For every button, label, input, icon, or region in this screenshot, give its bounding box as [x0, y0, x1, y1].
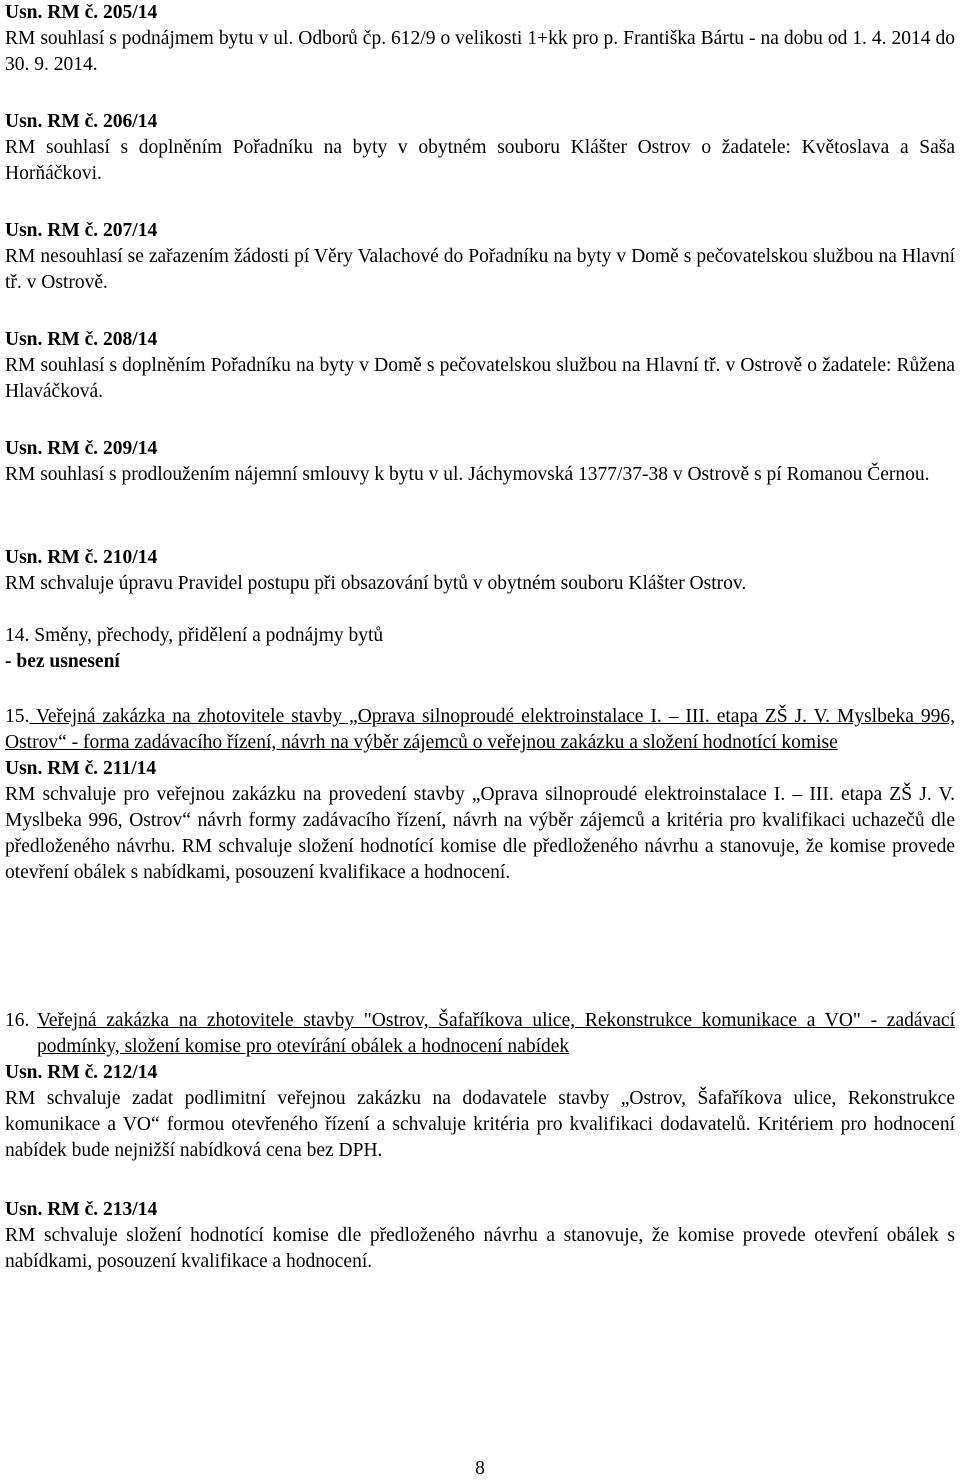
resolution-210: [5, 545, 955, 597]
resolution-text: RM souhlasí s doplněním Pořadníku na byty v Domě s pečovatelskou službou na Hlavní tř. v Ostrově o žadatele: Růžena Hlaváčková.: [5, 355, 955, 402]
section-15: [5, 704, 955, 886]
resolution-number: Usn. RM č. 211/14: [5, 758, 157, 779]
resolution-text: RM schvaluje pro veřejnou zakázku na provedení stavby „Oprava silnoproudé elektroinstalace I. – III. etapa ZŠ J. V. Myslbeka 996, Ostrov“ návrh formy zadávacího řízení, návrh na výběr zájemců a kritéria pro kvalifikaci uchazečů dle předloženého návrhu. RM schvaluje složení hodnotící komise dle předloženého návrhu a stanovuje, že komise provede otevření obálek s nabídkami, posouzení kvalifikace a hodnocení.: [5, 784, 955, 883]
resolution-209: [5, 436, 955, 488]
section-number: 16.: [5, 1010, 30, 1031]
resolution-number: Usn. RM č. 210/14: [5, 547, 158, 568]
resolution-number: Usn. RM č. 206/14: [5, 111, 158, 132]
resolution-text: RM souhlasí s prodloužením nájemní smlouvy k bytu v ul. Jáchymovská 1377/37-38 v Ostrově s pí Romanou Černou.: [5, 464, 930, 485]
resolution-text: RM schvaluje úpravu Pravidel postupu při obsazování bytů v obytném souboru Klášter Ostrov.: [5, 573, 747, 594]
resolution-text: RM souhlasí s podnájmem bytu v ul. Odborů čp. 612/9 o velikosti 1+kk pro p. Františka Bártu - na dobu od 1. 4. 2014 do 30. 9. 2014.: [5, 28, 955, 75]
resolution-number: Usn. RM č. 213/14: [5, 1199, 158, 1220]
section-title: Veřejná zakázka na zhotovitele stavby „Oprava silnoproudé elektroinstalace I. – III. etapa ZŠ J. V. Myslbeka 996, Ostrov“ - forma zadávacího řízení, návrh na výběr zájemců o veřejnou zakázku a složení hodnotící komise: [5, 706, 955, 753]
resolution-205: [5, 0, 955, 78]
section-title: 14. Směny, přechody, přidělení a podnájmy bytů: [5, 625, 384, 646]
resolution-number: Usn. RM č. 207/14: [5, 220, 158, 241]
section-16: [5, 1008, 955, 1164]
resolution-207: [5, 218, 955, 296]
section-heading: [5, 1008, 955, 1060]
section-title: Veřejná zakázka na zhotovitele stavby "Ostrov, Šafaříkova ulice, Rekonstrukce komunikace a VO" - zadávací podmínky, složení komise pro otevírání obálek a hodnocení nabídek: [37, 1010, 955, 1057]
resolution-number: Usn. RM č. 205/14: [5, 2, 158, 23]
page-number: 8: [475, 1458, 485, 1479]
resolution-text: RM schvaluje zadat podlimitní veřejnou zakázku na dodavatele stavby „Ostrov, Šafaříkova ulice, Rekonstrukce komunikace a VO“ formou otevřeného řízení a schvaluje kritéria pro kvalifikaci dodavatelů. Kritériem pro hodnocení nabídek bude nejnižší nabídková cena bez DPH.: [5, 1088, 955, 1161]
section-note: - bez usnesení: [5, 651, 120, 672]
resolution-text: RM nesouhlasí se zařazením žádosti pí Věry Valachové do Pořadníku na byty v Domě s pečovatelskou službou na Hlavní tř. v Ostrově.: [5, 246, 955, 293]
resolution-text: RM schvaluje složení hodnotící komise dle předloženého návrhu a stanovuje, že komise provede otevření obálek s nabídkami, posouzení kvalifikace a hodnocení.: [5, 1225, 955, 1272]
resolution-number: Usn. RM č. 209/14: [5, 438, 158, 459]
resolution-number: Usn. RM č. 208/14: [5, 329, 158, 350]
section-number: 15.: [5, 706, 30, 727]
section-14: [5, 623, 955, 675]
resolution-213: [5, 1197, 955, 1275]
resolution-text: RM souhlasí s doplněním Pořadníku na byty v obytném souboru Klášter Ostrov o žadatele: Květoslava a Saša Horňáčkovi.: [5, 137, 955, 184]
resolution-208: [5, 327, 955, 405]
resolution-number: Usn. RM č. 212/14: [5, 1062, 158, 1083]
section-heading: [5, 704, 955, 756]
resolution-206: [5, 109, 955, 187]
